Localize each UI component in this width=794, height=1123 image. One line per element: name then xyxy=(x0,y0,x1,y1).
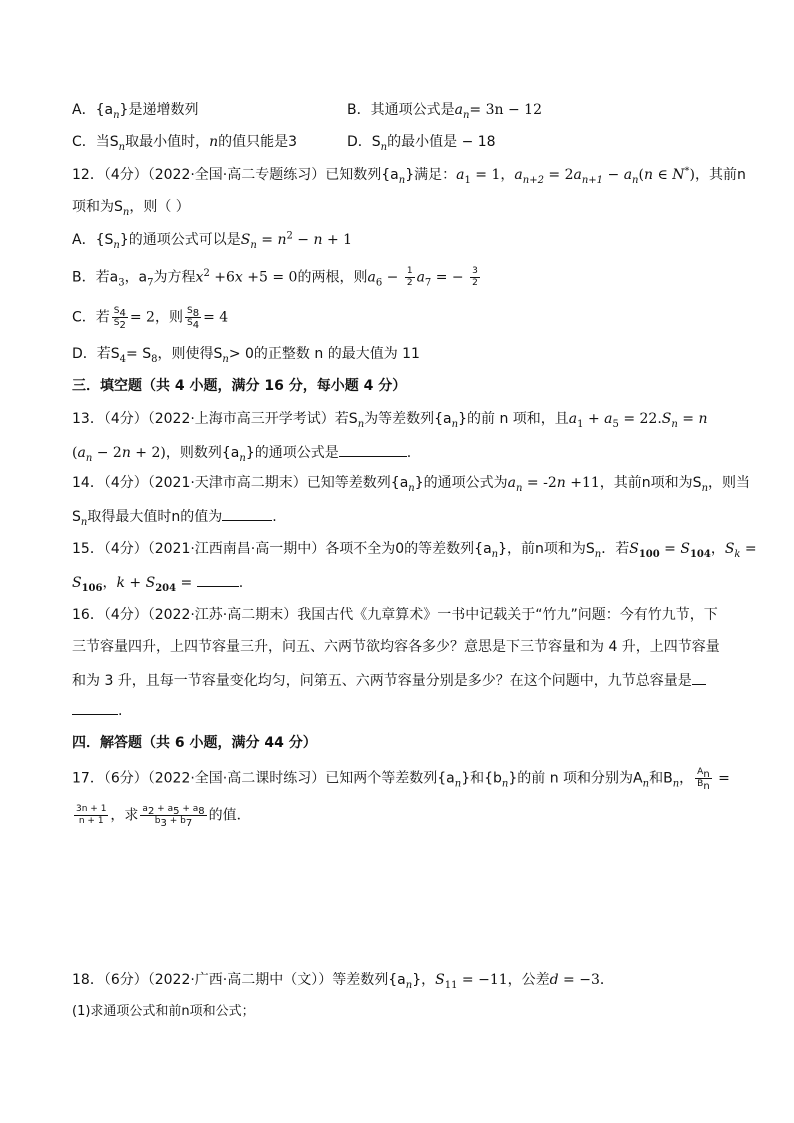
q15-line2: $S_{106}$，$k + S_{204}$ = . xyxy=(72,572,243,592)
q13-line2: $(a_n - 2n + 2)$，则数列$\{a_n\}$的通项公式是 . xyxy=(72,442,411,462)
q12-option-c: C．若 $\frac{S_4}{S_2}$ = 2，则 $\frac{S_8}{S_4}$ = 4 xyxy=(72,306,229,331)
q12-option-d: D．若$S_4= S_8$，则使得$S_n> 0$的正整数 n 的最大值为 11 xyxy=(72,346,420,365)
q16-line2: 三节容量四升，上四节容量三升，问五、六两节欲均容各多少？意思是下三节容量和为 4 升，上四节容量 xyxy=(72,639,720,655)
q16-line4: . xyxy=(72,700,122,720)
q12-line1: 12．（4分）（2022·全国·高二专题练习）已知数列$\{a_n\}$满足：$a_1 = 1$，$a_{n+2} = 2a_{n+1} - a_n(n$ ∈ N*)，其前n xyxy=(72,165,746,186)
q11-option-b: B．其通项公式是$a_n= 3n - 12$ xyxy=(347,102,542,121)
q12-line2: 项和为$S_n$，则（ ） xyxy=(72,199,190,218)
q14-line2: $S_n$取得最大值时n的值为 . xyxy=(72,506,277,526)
q18-line1: 18．（6分）（2022·广西·高二期中（文））等差数列$\{a_n\}$，$S_{11} = -11$，公差d = −3． xyxy=(72,972,614,991)
q17-line1: 17．（6分）（2022·全国·高二课时练习）已知两个等差数列$\{a_n\}$和$\{b_n\}$的前 n 项和分别为$A_n$和$B_n$， $\frac{A_n}{B_n}$ = xyxy=(72,767,730,792)
q12-option-b: B．若$a_3$，$a_7$为方程$x^2 +6x +5 = 0$的两根，则$a_6$ − $\frac{1}{2}$ $a_7$ = − $\frac{3}{2}$ xyxy=(72,266,478,289)
q15-line1: 15．（4分）（2021·江西南昌·高一期中）各项不全为0的等差数列$\{a_n\}$，前n项和为$S_n$．若$S_{100} = S_{104}$，$S_k$ = xyxy=(72,541,757,560)
q16-line3: 和为 3 升，且每一节容量变化均匀，问第五、六两节容量分别是多少？在这个问题中，九节总容量是 xyxy=(72,670,706,690)
q16-answer-blank-part2[interactable] xyxy=(72,700,118,715)
q11-option-c: C．当$S_n$取最小值时，n的值只能是3 xyxy=(72,134,298,153)
q13-answer-blank[interactable] xyxy=(339,442,407,457)
q14-line1: 14．（4分）（2021·天津市高二期末）已知等差数列$\{a_n\}$的通项公式为$a_n = -2n +11$，其前n项和为$S_n$，则当 xyxy=(72,475,751,494)
section-4-heading: 四．解答题（共 6 小题，满分 44 分） xyxy=(72,735,317,751)
q18-subquestion-1: (1)求通项公式和前n项和公式； xyxy=(72,1004,255,1019)
q13-line1: 13．（4分）（2022·上海市高三开学考试）若$S_n$为等差数列$\{a_n\}$的前 n 项和，且$a_1 + a_5 = 22.S_n = n$ xyxy=(72,411,708,430)
q16-line1: 16．（4分）（2022·江苏·高二期末）我国古代《九章算术》一书中记载关于“竹九”问题：今有竹九节，下 xyxy=(72,607,718,623)
q11-option-d: D．$S_n$的最小值是 − 18 xyxy=(347,134,496,153)
q17-line2: $\frac{3n + 1}{n + 1}$ ，求 $\frac{a_2 + a_5 + a_8}{b_3 + b_7}$ 的值． xyxy=(76,804,251,829)
q12-option-a: A．$\{S_n\}$的通项公式可以是$S_n = n^2 - n + 1$ xyxy=(72,230,353,251)
q16-answer-blank-part1[interactable] xyxy=(692,670,706,685)
q14-answer-blank[interactable] xyxy=(222,506,272,521)
q15-answer-blank[interactable] xyxy=(197,572,239,587)
section-3-heading: 三．填空题（共 4 小题，满分 16 分，每小题 4 分） xyxy=(72,378,407,394)
q11-option-a: A．$\{a_n\}$是递增数列 xyxy=(72,102,199,121)
